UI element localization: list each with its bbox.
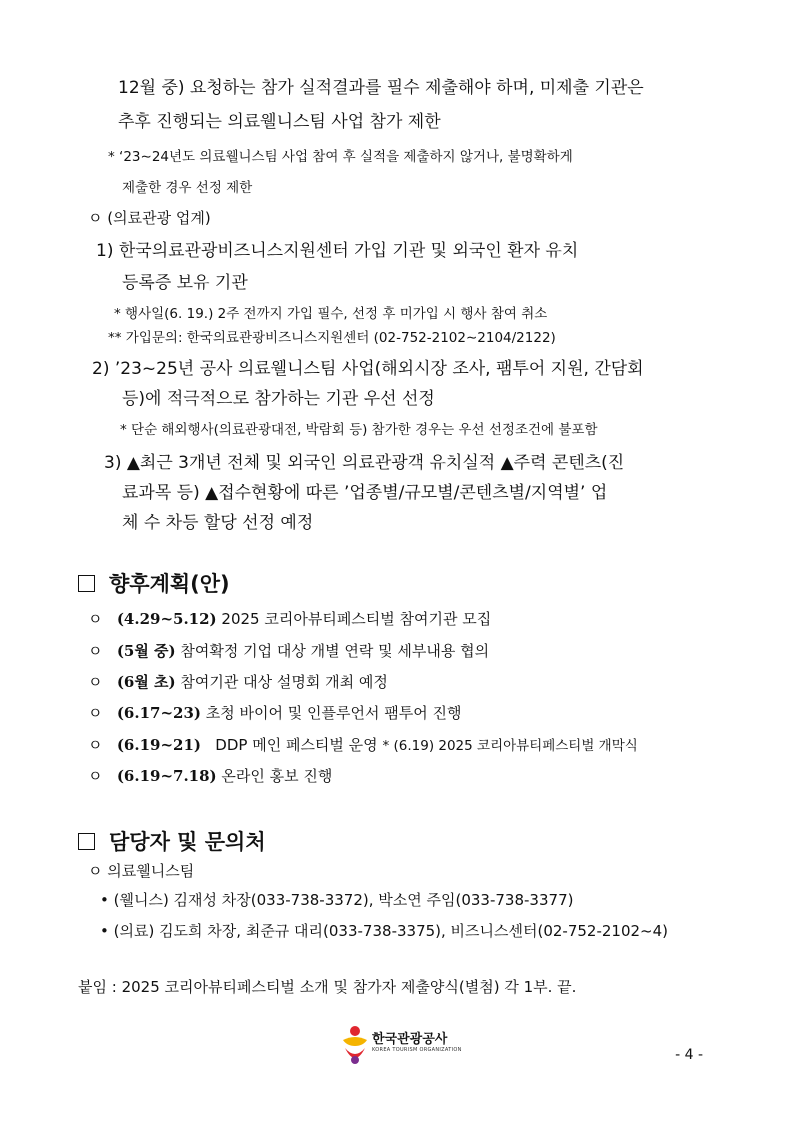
text-line: 료과목 등) ▲접수현황에 따른 ’업종별/규모별/콘텐츠별/지역별’ 업	[122, 483, 608, 503]
footnote-line: ** 가입문의: 한국의료관광비즈니스지원센터 (02-752-2102∼2104/2122)	[108, 330, 556, 346]
footnote-line: * ‘23∼24년도 의료웰니스팀 사업 참여 후 실적을 제출하지 않거나, 불명확하게	[108, 149, 573, 165]
plan-date: (6월 초)	[116, 673, 176, 691]
plan-item	[88, 640, 489, 661]
kto-logo-icon	[340, 1024, 370, 1068]
footnote-line: 제출한 경우 선정 제한	[122, 180, 253, 196]
plan-item	[88, 702, 461, 723]
attachment-note: 붙임 : 2025 코리아뷰티페스티벌 소개 및 참가자 제출양식(별첨) 각 1부. 끝.	[78, 978, 577, 996]
heading-text: 담당자 및 문의처	[109, 830, 266, 854]
bullet: ㅇ	[88, 736, 103, 754]
text-line: 등록증 보유 기관	[122, 273, 248, 293]
plan-item	[88, 765, 332, 786]
bullet: ㅇ	[88, 704, 103, 722]
checkbox-square-icon	[78, 575, 95, 592]
plan-item	[88, 671, 388, 692]
plan-date: (6.19~21)	[116, 736, 201, 754]
text-line: 등)에 적극적으로 참가하는 기관 우선 선정	[122, 389, 435, 409]
contact-team: ㅇ 의료웰니스팀	[88, 862, 195, 880]
plan-item	[88, 608, 491, 629]
plan-text: 온라인 홍보 진행	[216, 767, 333, 785]
logo-english-text: KOREA TOURISM ORGANIZATION	[372, 1047, 462, 1053]
page-number: - 4 -	[675, 1047, 703, 1063]
section-heading-plan	[78, 568, 230, 598]
plan-note: * (6.19) 2025 코리아뷰티페스티벌 개막식	[382, 738, 638, 754]
text-line: 추후 진행되는 의료웰니스팀 사업 참가 제한	[118, 112, 441, 132]
heading-text: 향후계획(안)	[109, 572, 230, 596]
bullet: ㅇ	[88, 767, 103, 785]
checkbox-square-icon	[78, 833, 95, 850]
bullet: ㅇ	[88, 642, 103, 660]
plan-text: DDP 메인 페스티벌 운영	[200, 736, 378, 754]
plan-text: 2025 코리아뷰티페스티벌 참여기관 모집	[216, 610, 492, 628]
footnote-line: * 행사일(6. 19.) 2주 전까지 가입 필수, 선정 후 미가입 시 행사 참여 취소	[114, 306, 548, 322]
contact-person: • (웰니스) 김재성 차장(033-738-3372), 박소연 주임(033-738-3377)	[100, 891, 574, 909]
logo-korean-text: 한국관광공사	[372, 1032, 448, 1047]
section-heading-contact	[78, 826, 266, 856]
plan-item	[88, 734, 638, 755]
numbered-item: 2) ’23~25년 공사 의료웰니스팀 사업(해외시장 조사, 팸투어 지원, 간담회	[92, 359, 644, 379]
section-bullet: ㅇ (의료관광 업계)	[88, 209, 211, 227]
plan-text: 초청 바이어 및 인플루언서 팸투어 진행	[200, 704, 462, 722]
bullet: ㅇ	[88, 610, 103, 628]
plan-date: (6.17~23)	[116, 704, 201, 722]
plan-date: (4.29~5.12)	[116, 610, 217, 628]
bullet: ㅇ	[88, 673, 103, 691]
text-line: 12월 중) 요청하는 참가 실적결과를 필수 제출해야 하며, 미제출 기관은	[118, 78, 644, 98]
kto-logo	[340, 1022, 470, 1070]
plan-date: (6.19~7.18)	[116, 767, 217, 785]
footnote-line: * 단순 해외행사(의료관광대전, 박람회 등) 참가한 경우는 우선 선정조건에 불포함	[120, 422, 598, 438]
contact-person: • (의료) 김도희 차장, 최준규 대리(033-738-3375), 비즈니스센터(02-752-2102~4)	[100, 922, 669, 940]
numbered-item: 3) ▲최근 3개년 전체 및 외국인 의료관광객 유치실적 ▲주력 콘텐츠(진	[104, 453, 625, 473]
text-line: 체 수 차등 할당 선정 예정	[122, 513, 314, 533]
plan-text: 참여확정 기업 대상 개별 연락 및 세부내용 협의	[175, 642, 490, 660]
plan-date: (5월 중)	[116, 642, 176, 660]
numbered-item: 1) 한국의료관광비즈니스지원센터 가입 기관 및 외국인 환자 유치	[96, 241, 579, 261]
plan-text: 참여기관 대상 설명회 개최 예정	[175, 673, 388, 691]
